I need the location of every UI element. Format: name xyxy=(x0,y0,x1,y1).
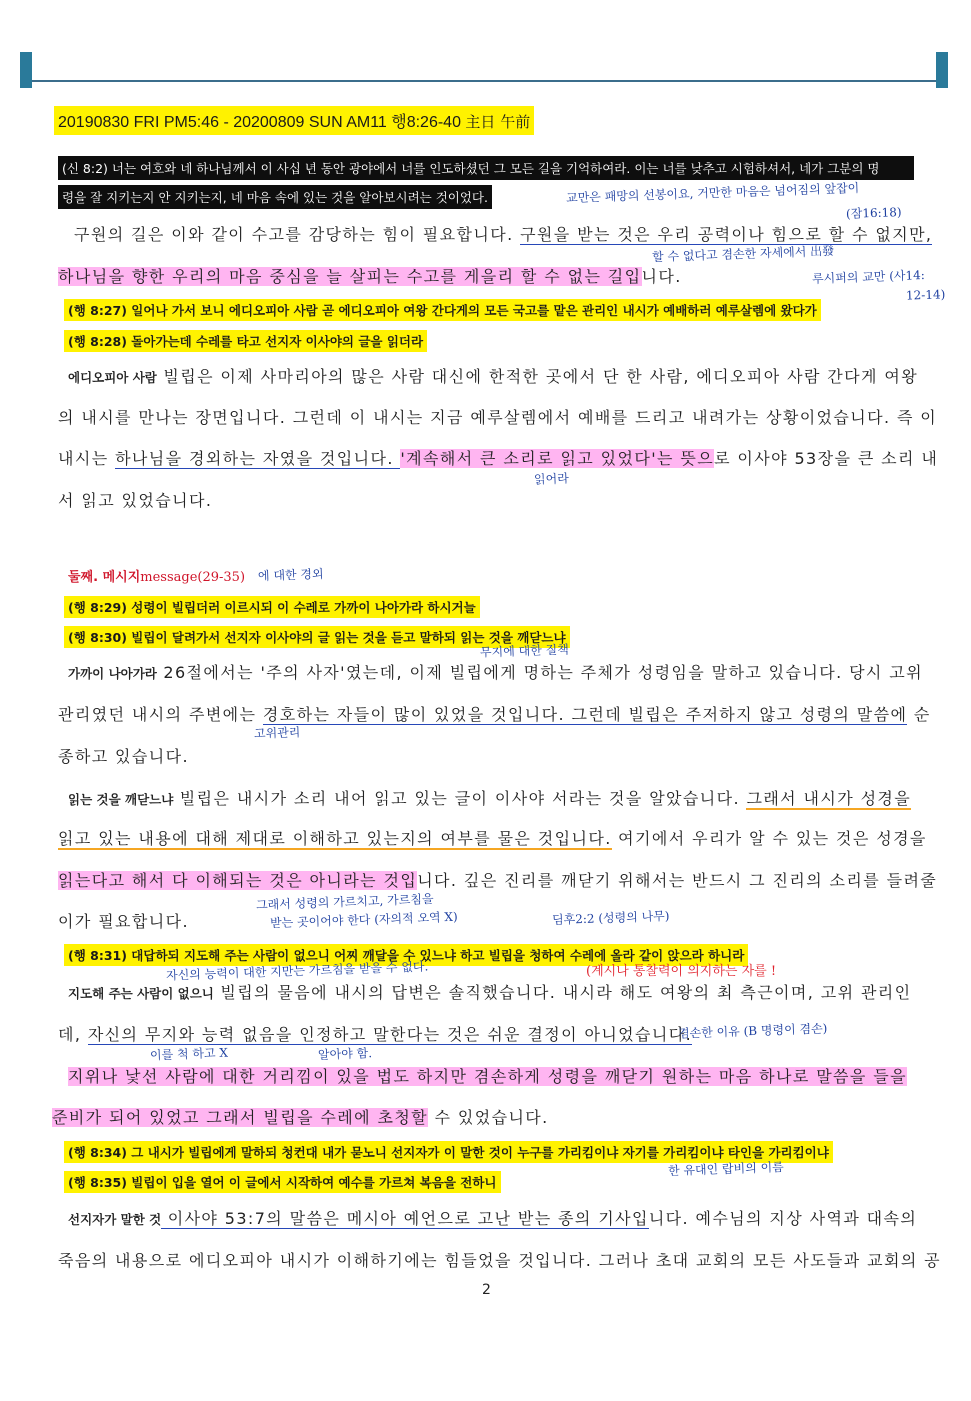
verse-8-28: (행 8:28) 돌아가는데 수레를 타고 선지자 이사야의 글을 읽더라 xyxy=(64,330,427,352)
handwritten-note-10: 그래서 성령의 가르치고, 가르침을 xyxy=(255,891,434,913)
para3-line2 xyxy=(58,702,931,725)
para6-line1-b: 니다. 예수님의 지상 사역과 대속의 xyxy=(648,1209,918,1228)
sermon-header xyxy=(54,106,534,135)
handwritten-note-12: 딤후2:2 (성령의 나무) xyxy=(551,908,670,928)
handwritten-note-16: 이를 척 하고 X xyxy=(149,1045,229,1063)
verse-8-34: (행 8:34) 그 내시가 빌립에게 말하되 청컨대 내가 묻노니 선지자가 이 말한 것이 누구를 가리킴이냐 자기를 가리킴이냐 타인을 가리킴이냐 xyxy=(64,1141,833,1163)
para4-line3-a: 읽는다고 해서 다 이해되는 것은 아니라는 것입 xyxy=(58,871,418,890)
para5-line3-a: 지위나 낯선 사람에 대한 거리낌이 있을 법도 하지만 겸손하게 성령을 깨닫기 원하는 마음 하나로 말씀을 들을 xyxy=(68,1067,907,1086)
para3-line1 xyxy=(68,660,923,683)
para5-line2 xyxy=(58,1022,692,1045)
handwritten-note-3: 할 수 없다고 겸손한 자세에서 出發 xyxy=(651,243,835,265)
handwritten-note-8: 무지에 대한 질책 xyxy=(479,642,570,660)
para4-line1-a: 빌립은 내시가 소리 내어 읽고 있는 글이 이사야 서라는 것을 알았습니다. xyxy=(173,789,747,808)
para4-lead: 읽는 것을 깨닫느냐 xyxy=(68,792,174,807)
handwritten-note-1: 교만은 패망의 선봉이요, 거만한 마음은 넘어짐의 앞잡이 xyxy=(565,180,860,206)
para6-line1-a: 이사야 53:7의 말씀은 메시아 예언으로 고난 받는 종의 기사입 xyxy=(161,1209,649,1228)
para1-line1-b: 구원을 받는 것은 우리 공력이나 힘으로 할 수 없지만, xyxy=(520,225,933,244)
para2-line3-d: 로 이사야 53장을 큰 소리 내 xyxy=(714,449,939,468)
para5-line4-b: 수 있었습니다. xyxy=(428,1108,549,1127)
para4-line2-b: 여기에서 우리가 알 수 있는 것은 성경을 xyxy=(611,829,927,848)
para3-line1-text: 26절에서는 '주의 사자'였는데, 이제 빌립에게 명하는 주체가 성령임을 말하고 있습니다. 당시 고위 xyxy=(156,663,923,682)
handwritten-note-17: 알아야 함. xyxy=(317,1046,373,1062)
para1-line1 xyxy=(74,222,932,245)
para1-line2-a: 하나님을 향한 우리의 마음 중심을 늘 살피는 수고를 게을리 할 수 없는 길입 xyxy=(58,267,642,286)
para3-line2-b: 경호하는 자들이 많이 있었을 것입니다. 그런데 빌립은 주저하지 않고 성령의 말씀에 xyxy=(262,705,908,724)
handwritten-note-4: 루시퍼의 교만 (사14: xyxy=(811,268,926,286)
para2-line1-text: 빌립은 이제 사마리아의 많은 사람 대신에 한적한 곳에서 단 한 사람, 에디오피아 사람 간다게 여왕 xyxy=(156,367,919,386)
header-suffix: 主日 午前 xyxy=(465,113,531,131)
para4-line1 xyxy=(68,786,911,809)
verse-8-29: (행 8:29) 성령이 빌립더러 이르시되 이 수레로 가까이 나아가라 하시거늘 xyxy=(64,596,480,618)
para5-line1 xyxy=(68,980,912,1003)
handwritten-note-14: (계시나 통찰력이 의지하는 자를 ! xyxy=(586,964,777,979)
dark-verse-line-2: 령을 잘 지키는지 안 지키는지, 네 마음 속에 있는 것을 알아보시려는 것이었다. xyxy=(58,185,492,209)
para5-lead: 지도해 주는 사람이 없으니 xyxy=(68,986,214,1001)
section2-heading-eng: message(29-35) xyxy=(140,570,246,585)
verse-8-31: (행 8:31) 대답하되 지도해 주는 사람이 없으니 어찌 깨달을 수 있느냐 하고 빌립을 청하여 수레에 올라 같이 앉으라 하니라 xyxy=(64,944,748,966)
para4-line1-b: 그래서 내시가 성경을 xyxy=(746,789,912,808)
para2-line3 xyxy=(58,446,938,469)
para5-line1-text: 빌립의 물음에 내시의 답변은 솔직했습니다. 내시라 해도 여왕의 최 측근이며, 고위 관리인 xyxy=(213,983,912,1002)
para5-line2-b: 자신의 무지와 능력 없음을 인정하고 말한다는 것은 쉬운 결정이 아니었습니다. xyxy=(87,1025,693,1044)
para1-line2-b: 니다. xyxy=(641,267,682,286)
para2-line3-c: '계속해서 큰 소리로 읽고 있었다'는 뜻으 xyxy=(400,449,715,468)
right-tab-marker xyxy=(936,52,948,88)
para1-line2 xyxy=(58,264,682,287)
para5-line3 xyxy=(68,1064,907,1087)
handwritten-note-5: 12-14) xyxy=(905,287,946,303)
top-rule xyxy=(32,80,937,82)
handwritten-note-9: 고위관리 xyxy=(253,725,301,741)
para6-line1 xyxy=(68,1206,917,1229)
para6-lead: 선지자가 말한 것 xyxy=(68,1212,162,1227)
para2-line3-b: 하나님을 경외하는 자였을 것입니다. xyxy=(115,449,401,468)
para3-lead: 가까이 나아가라 xyxy=(68,666,157,681)
para4-line3 xyxy=(58,868,937,891)
para5-line4-a: 준비가 되어 있었고 그래서 빌립을 수레에 초청할 xyxy=(52,1108,429,1127)
page-number: 2 xyxy=(482,1282,491,1298)
para2-lead: 에디오피아 사람 xyxy=(68,370,157,385)
section2-heading-kor: 둘째. 메시지 xyxy=(68,570,141,585)
para4-line2 xyxy=(58,826,927,849)
para3-line2-c: 순 xyxy=(907,705,931,724)
para4-line4: 이가 필요합니다. xyxy=(58,912,189,931)
left-tab-marker xyxy=(20,52,32,88)
verse-8-30: (행 8:30) 빌립이 달려가서 선지자 이사야의 글 읽는 것을 듣고 말하되 읽는 것을 깨닫느냐 xyxy=(64,626,570,648)
para1-line1-a: 구원의 길은 이와 같이 수고를 감당하는 힘이 필요합니다. xyxy=(74,225,521,244)
handwritten-note-18: 한 유대인 랍비의 이름 xyxy=(667,1159,785,1179)
verse-8-27: (행 8:27) 일어나 가서 보니 에디오피아 사람 곧 에디오피아 여왕 간다게의 모든 국고를 맡은 관리인 내시가 예배하러 예루살렘에 왔다가 xyxy=(64,299,821,321)
para4-line3-b: 니다. 깊은 진리를 깨닫기 위해서는 반드시 그 진리의 소리를 들려줄 xyxy=(417,871,938,890)
dark-verse-line-1: (신 8:2) 너는 여호와 네 하나님께서 이 사십 년 동안 광야에서 너를 인도하셨던 그 모든 길을 기억하여라. 이는 너를 낮추고 시험하셔서, 네가 그분의 명 xyxy=(58,156,914,180)
para4-line2-a: 읽고 있는 내용에 대해 제대로 이해하고 있는지의 여부를 물은 것입니다. xyxy=(58,829,612,848)
handwritten-note-2: (잠16:18) xyxy=(845,205,902,221)
verse-8-35: (행 8:35) 빌립이 입을 열어 이 글에서 시작하여 예수를 가르쳐 복음을 전하니 xyxy=(64,1171,501,1193)
para2-line1 xyxy=(68,364,918,387)
handwritten-note-6: 읽어라 xyxy=(533,471,570,487)
para5-line4 xyxy=(52,1105,549,1128)
handwritten-note-13: 자신의 능력이 대한 지만는 가르침을 받을 수 없다. xyxy=(165,959,429,983)
para5-line2-a: 데, xyxy=(58,1025,88,1044)
para2-line3-a: 내시는 xyxy=(58,449,116,468)
para2-line4: 서 읽고 있었습니다. xyxy=(58,491,213,510)
para3-line2-a: 관리였던 내시의 주변에는 xyxy=(58,705,263,724)
para6-line2: 죽음의 내용으로 에디오피아 내시가 이해하기에는 힘들었을 것입니다. 그러나 초대 교회의 모든 사도들과 교회의 공 xyxy=(58,1251,942,1270)
handwritten-note-15: 겸손한 이유 (B 명령이 겸손) xyxy=(677,1021,828,1041)
para3-line3: 종하고 있습니다. xyxy=(58,747,189,766)
para2-line2: 의 내시를 만나는 장면입니다. 그런데 이 내시는 지금 예루살렘에서 예배를 드리고 내려가는 상황이었습니다. 즉 이 xyxy=(58,408,938,427)
section2-heading xyxy=(68,566,245,585)
handwritten-note-11: 받는 곳이어야 한다 (자의적 오역 X) xyxy=(269,909,458,931)
header-date-range: 20190830 FRI PM5:46 - 20200809 SUN AM11 행8:26-40 xyxy=(58,114,461,131)
handwritten-note-7: 에 대한 경외 xyxy=(257,566,324,584)
